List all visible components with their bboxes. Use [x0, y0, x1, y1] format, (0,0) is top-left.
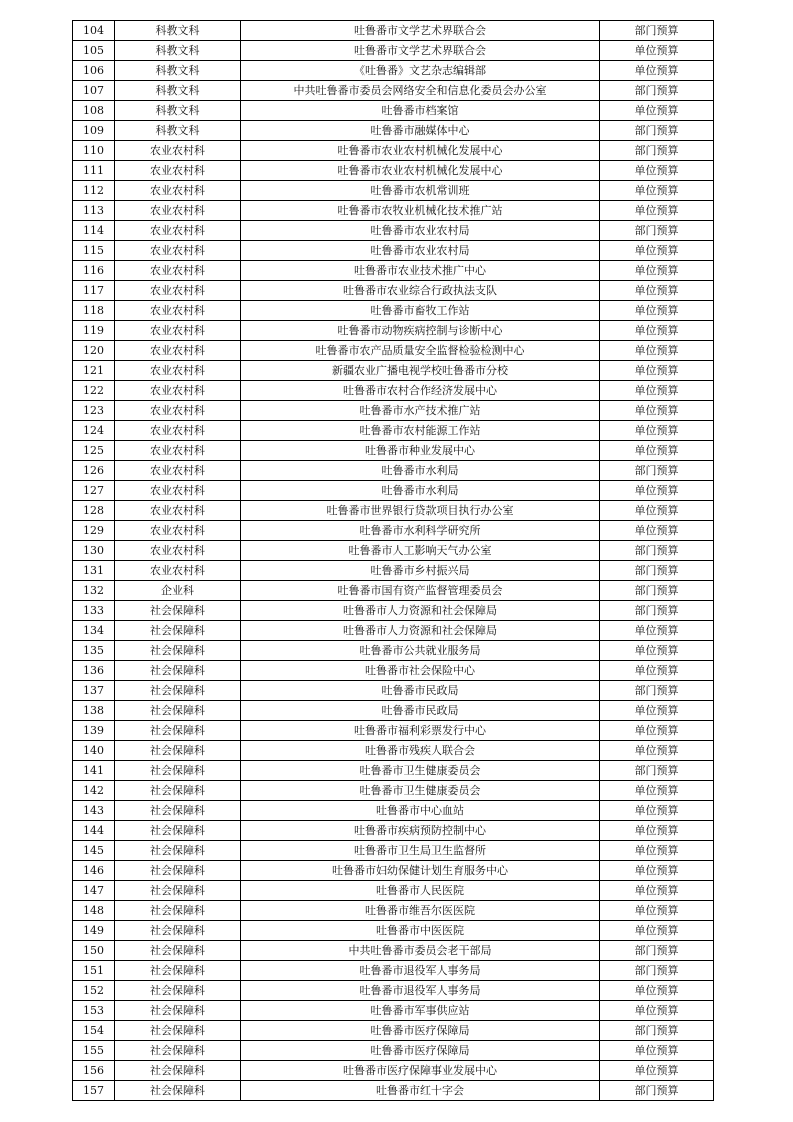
unit-name-cell: 吐鲁番市动物疾病控制与诊断中心 [241, 321, 600, 341]
unit-name-cell: 吐鲁番市世界银行贷款项目执行办公室 [241, 501, 600, 521]
unit-name-cell: 吐鲁番市退役军人事务局 [241, 961, 600, 981]
department-cell: 科教文科 [115, 61, 241, 81]
table-row [73, 161, 714, 181]
table-row [73, 101, 714, 121]
table-row [73, 701, 714, 721]
budget-type-cell: 部门预算 [600, 761, 714, 781]
row-number-cell: 118 [73, 301, 115, 321]
unit-name-cell: 吐鲁番市人力资源和社会保障局 [241, 621, 600, 641]
unit-name-cell: 吐鲁番市中医医院 [241, 921, 600, 941]
department-cell: 农业农村科 [115, 521, 241, 541]
budget-type-cell: 单位预算 [600, 421, 714, 441]
row-number-cell: 107 [73, 81, 115, 101]
unit-name-cell: 吐鲁番市农村能源工作站 [241, 421, 600, 441]
row-number-cell: 112 [73, 181, 115, 201]
table-row [73, 1001, 714, 1021]
table-row [73, 801, 714, 821]
table-row [73, 301, 714, 321]
department-cell: 社会保障科 [115, 641, 241, 661]
budget-type-cell: 单位预算 [600, 521, 714, 541]
department-cell: 农业农村科 [115, 341, 241, 361]
row-number-cell: 111 [73, 161, 115, 181]
department-cell: 农业农村科 [115, 141, 241, 161]
budget-type-cell: 部门预算 [600, 601, 714, 621]
row-number-cell: 136 [73, 661, 115, 681]
unit-name-cell: 吐鲁番市农产品质量安全监督检验检测中心 [241, 341, 600, 361]
unit-name-cell: 吐鲁番市残疾人联合会 [241, 741, 600, 761]
department-cell: 农业农村科 [115, 441, 241, 461]
row-number-cell: 120 [73, 341, 115, 361]
row-number-cell: 124 [73, 421, 115, 441]
row-number-cell: 123 [73, 401, 115, 421]
department-cell: 农业农村科 [115, 421, 241, 441]
unit-name-cell: 吐鲁番市医疗保障局 [241, 1041, 600, 1061]
budget-type-cell: 单位预算 [600, 481, 714, 501]
budget-type-cell: 部门预算 [600, 961, 714, 981]
department-cell: 社会保障科 [115, 981, 241, 1001]
unit-name-cell: 吐鲁番市水利科学研究所 [241, 521, 600, 541]
table-row [73, 201, 714, 221]
table-row [73, 821, 714, 841]
table-row [73, 521, 714, 541]
unit-name-cell: 吐鲁番市福利彩票发行中心 [241, 721, 600, 741]
table-row [73, 881, 714, 901]
unit-name-cell: 吐鲁番市红十字会 [241, 1081, 600, 1101]
row-number-cell: 133 [73, 601, 115, 621]
budget-type-cell: 部门预算 [600, 221, 714, 241]
unit-name-cell: 吐鲁番市农村合作经济发展中心 [241, 381, 600, 401]
row-number-cell: 115 [73, 241, 115, 261]
row-number-cell: 108 [73, 101, 115, 121]
unit-name-cell: 吐鲁番市农业农村局 [241, 221, 600, 241]
row-number-cell: 150 [73, 941, 115, 961]
unit-name-cell: 吐鲁番市农业技术推广中心 [241, 261, 600, 281]
budget-type-cell: 单位预算 [600, 861, 714, 881]
unit-name-cell: 新疆农业广播电视学校吐鲁番市分校 [241, 361, 600, 381]
row-number-cell: 134 [73, 621, 115, 641]
department-cell: 社会保障科 [115, 821, 241, 841]
table-row [73, 941, 714, 961]
unit-name-cell: 吐鲁番市农机常训班 [241, 181, 600, 201]
unit-name-cell: 吐鲁番市文学艺术界联合会 [241, 21, 600, 41]
row-number-cell: 129 [73, 521, 115, 541]
unit-name-cell: 《吐鲁番》文艺杂志编辑部 [241, 61, 600, 81]
budget-type-cell: 单位预算 [600, 1001, 714, 1021]
budget-type-cell: 单位预算 [600, 341, 714, 361]
budget-type-cell: 单位预算 [600, 441, 714, 461]
department-cell: 农业农村科 [115, 501, 241, 521]
table-row [73, 241, 714, 261]
table-row [73, 381, 714, 401]
table-row [73, 661, 714, 681]
budget-type-cell: 单位预算 [600, 41, 714, 61]
row-number-cell: 145 [73, 841, 115, 861]
budget-type-cell: 部门预算 [600, 461, 714, 481]
row-number-cell: 153 [73, 1001, 115, 1021]
unit-name-cell: 吐鲁番市公共就业服务局 [241, 641, 600, 661]
row-number-cell: 137 [73, 681, 115, 701]
table-body [73, 21, 714, 1101]
department-cell: 社会保障科 [115, 1001, 241, 1021]
table-row [73, 621, 714, 641]
unit-name-cell: 吐鲁番市农业农村机械化发展中心 [241, 141, 600, 161]
unit-name-cell: 吐鲁番市人力资源和社会保障局 [241, 601, 600, 621]
unit-name-cell: 吐鲁番市国有资产监督管理委员会 [241, 581, 600, 601]
row-number-cell: 144 [73, 821, 115, 841]
unit-name-cell: 吐鲁番市军事供应站 [241, 1001, 600, 1021]
table-row [73, 1041, 714, 1061]
table-row [73, 41, 714, 61]
budget-type-cell: 单位预算 [600, 881, 714, 901]
unit-name-cell: 吐鲁番市畜牧工作站 [241, 301, 600, 321]
unit-name-cell: 中共吐鲁番市委员会网络安全和信息化委员会办公室 [241, 81, 600, 101]
department-cell: 科教文科 [115, 121, 241, 141]
row-number-cell: 149 [73, 921, 115, 941]
budget-type-cell: 单位预算 [600, 741, 714, 761]
department-cell: 农业农村科 [115, 481, 241, 501]
department-cell: 社会保障科 [115, 621, 241, 641]
budget-type-cell: 单位预算 [600, 701, 714, 721]
unit-name-cell: 吐鲁番市农业农村机械化发展中心 [241, 161, 600, 181]
budget-type-cell: 部门预算 [600, 581, 714, 601]
table-row [73, 1061, 714, 1081]
budget-type-cell: 单位预算 [600, 281, 714, 301]
table-row [73, 841, 714, 861]
table-row [73, 741, 714, 761]
department-cell: 社会保障科 [115, 701, 241, 721]
table-row [73, 921, 714, 941]
row-number-cell: 139 [73, 721, 115, 741]
row-number-cell: 142 [73, 781, 115, 801]
unit-name-cell: 吐鲁番市乡村振兴局 [241, 561, 600, 581]
table-row [73, 1021, 714, 1041]
table-row [73, 361, 714, 381]
budget-type-cell: 单位预算 [600, 321, 714, 341]
department-cell: 社会保障科 [115, 961, 241, 981]
budget-type-cell: 单位预算 [600, 101, 714, 121]
row-number-cell: 128 [73, 501, 115, 521]
unit-name-cell: 吐鲁番市农业农村局 [241, 241, 600, 261]
department-cell: 社会保障科 [115, 841, 241, 861]
budget-type-cell: 部门预算 [600, 681, 714, 701]
row-number-cell: 105 [73, 41, 115, 61]
row-number-cell: 110 [73, 141, 115, 161]
row-number-cell: 143 [73, 801, 115, 821]
budget-type-cell: 单位预算 [600, 801, 714, 821]
table-row [73, 421, 714, 441]
table-row [73, 561, 714, 581]
department-cell: 农业农村科 [115, 321, 241, 341]
row-number-cell: 113 [73, 201, 115, 221]
department-cell: 农业农村科 [115, 541, 241, 561]
budget-type-cell: 单位预算 [600, 241, 714, 261]
row-number-cell: 131 [73, 561, 115, 581]
budget-type-cell: 部门预算 [600, 1021, 714, 1041]
budget-type-cell: 部门预算 [600, 941, 714, 961]
department-cell: 农业农村科 [115, 401, 241, 421]
unit-name-cell: 吐鲁番市医疗保障局 [241, 1021, 600, 1041]
department-cell: 农业农村科 [115, 281, 241, 301]
department-cell: 社会保障科 [115, 601, 241, 621]
department-cell: 科教文科 [115, 81, 241, 101]
table-row [73, 901, 714, 921]
budget-type-cell: 单位预算 [600, 1061, 714, 1081]
department-cell: 社会保障科 [115, 941, 241, 961]
unit-name-cell: 吐鲁番市卫生健康委员会 [241, 761, 600, 781]
row-number-cell: 148 [73, 901, 115, 921]
department-cell: 社会保障科 [115, 741, 241, 761]
row-number-cell: 157 [73, 1081, 115, 1101]
department-cell: 农业农村科 [115, 301, 241, 321]
row-number-cell: 146 [73, 861, 115, 881]
table-row [73, 401, 714, 421]
unit-name-cell: 吐鲁番市退役军人事务局 [241, 981, 600, 1001]
department-cell: 科教文科 [115, 21, 241, 41]
table-row [73, 461, 714, 481]
unit-name-cell: 吐鲁番市社会保险中心 [241, 661, 600, 681]
department-cell: 农业农村科 [115, 361, 241, 381]
table-row [73, 501, 714, 521]
table-row [73, 1081, 714, 1101]
table-row [73, 721, 714, 741]
budget-type-cell: 单位预算 [600, 781, 714, 801]
department-cell: 科教文科 [115, 101, 241, 121]
budget-type-cell: 部门预算 [600, 81, 714, 101]
unit-name-cell: 吐鲁番市疾病预防控制中心 [241, 821, 600, 841]
budget-type-cell: 单位预算 [600, 201, 714, 221]
unit-name-cell: 吐鲁番市妇幼保健计划生育服务中心 [241, 861, 600, 881]
budget-type-cell: 单位预算 [600, 401, 714, 421]
table-row [73, 81, 714, 101]
unit-name-cell: 吐鲁番市医疗保障事业发展中心 [241, 1061, 600, 1081]
table-row [73, 601, 714, 621]
table-row [73, 481, 714, 501]
row-number-cell: 125 [73, 441, 115, 461]
table-row [73, 21, 714, 41]
unit-name-cell: 吐鲁番市农业综合行政执法支队 [241, 281, 600, 301]
budget-type-cell: 单位预算 [600, 981, 714, 1001]
department-cell: 社会保障科 [115, 1041, 241, 1061]
unit-name-cell: 吐鲁番市人工影响天气办公室 [241, 541, 600, 561]
unit-name-cell: 吐鲁番市卫生健康委员会 [241, 781, 600, 801]
row-number-cell: 106 [73, 61, 115, 81]
unit-name-cell: 吐鲁番市水利局 [241, 461, 600, 481]
unit-name-cell: 吐鲁番市水产技术推广站 [241, 401, 600, 421]
budget-type-cell: 单位预算 [600, 381, 714, 401]
budget-type-cell: 部门预算 [600, 1081, 714, 1101]
department-cell: 农业农村科 [115, 161, 241, 181]
department-cell: 社会保障科 [115, 721, 241, 741]
unit-name-cell: 吐鲁番市种业发展中心 [241, 441, 600, 461]
department-cell: 农业农村科 [115, 461, 241, 481]
department-cell: 社会保障科 [115, 781, 241, 801]
department-cell: 社会保障科 [115, 861, 241, 881]
row-number-cell: 141 [73, 761, 115, 781]
table-row [73, 961, 714, 981]
budget-type-cell: 部门预算 [600, 121, 714, 141]
unit-name-cell: 吐鲁番市文学艺术界联合会 [241, 41, 600, 61]
row-number-cell: 135 [73, 641, 115, 661]
row-number-cell: 152 [73, 981, 115, 1001]
unit-name-cell: 吐鲁番市水利局 [241, 481, 600, 501]
row-number-cell: 104 [73, 21, 115, 41]
budget-type-cell: 部门预算 [600, 561, 714, 581]
budget-type-cell: 单位预算 [600, 921, 714, 941]
row-number-cell: 154 [73, 1021, 115, 1041]
table-row [73, 581, 714, 601]
unit-name-cell: 吐鲁番市民政局 [241, 681, 600, 701]
row-number-cell: 151 [73, 961, 115, 981]
row-number-cell: 155 [73, 1041, 115, 1061]
department-cell: 社会保障科 [115, 1021, 241, 1041]
department-cell: 社会保障科 [115, 801, 241, 821]
department-cell: 农业农村科 [115, 181, 241, 201]
table-row [73, 541, 714, 561]
budget-type-cell: 单位预算 [600, 61, 714, 81]
table-row [73, 761, 714, 781]
department-cell: 社会保障科 [115, 1081, 241, 1101]
table-row [73, 221, 714, 241]
department-cell: 农业农村科 [115, 241, 241, 261]
department-cell: 农业农村科 [115, 561, 241, 581]
department-cell: 农业农村科 [115, 221, 241, 241]
table-row [73, 141, 714, 161]
table-row [73, 641, 714, 661]
budget-type-cell: 单位预算 [600, 181, 714, 201]
unit-name-cell: 吐鲁番市维吾尔医医院 [241, 901, 600, 921]
unit-name-cell: 吐鲁番市人民医院 [241, 881, 600, 901]
row-number-cell: 114 [73, 221, 115, 241]
table-row [73, 121, 714, 141]
row-number-cell: 117 [73, 281, 115, 301]
department-cell: 农业农村科 [115, 381, 241, 401]
budget-type-cell: 部门预算 [600, 141, 714, 161]
table-row [73, 981, 714, 1001]
department-cell: 社会保障科 [115, 661, 241, 681]
row-number-cell: 127 [73, 481, 115, 501]
budget-type-cell: 单位预算 [600, 1041, 714, 1061]
department-cell: 科教文科 [115, 41, 241, 61]
unit-name-cell: 吐鲁番市档案馆 [241, 101, 600, 121]
table-row [73, 321, 714, 341]
table-row [73, 681, 714, 701]
unit-name-cell: 吐鲁番市融媒体中心 [241, 121, 600, 141]
table-row [73, 261, 714, 281]
table-row [73, 861, 714, 881]
department-cell: 社会保障科 [115, 881, 241, 901]
budget-type-cell: 部门预算 [600, 541, 714, 561]
department-cell: 企业科 [115, 581, 241, 601]
row-number-cell: 116 [73, 261, 115, 281]
table-row [73, 281, 714, 301]
budget-type-cell: 单位预算 [600, 621, 714, 641]
table-row [73, 781, 714, 801]
budget-type-cell: 单位预算 [600, 821, 714, 841]
budget-type-cell: 单位预算 [600, 301, 714, 321]
budget-type-cell: 单位预算 [600, 161, 714, 181]
budget-type-cell: 单位预算 [600, 261, 714, 281]
row-number-cell: 147 [73, 881, 115, 901]
row-number-cell: 130 [73, 541, 115, 561]
table-row [73, 341, 714, 361]
unit-name-cell: 中共吐鲁番市委员会老干部局 [241, 941, 600, 961]
budget-type-cell: 单位预算 [600, 361, 714, 381]
budget-unit-table [72, 20, 714, 1101]
row-number-cell: 121 [73, 361, 115, 381]
row-number-cell: 156 [73, 1061, 115, 1081]
row-number-cell: 119 [73, 321, 115, 341]
table-row [73, 61, 714, 81]
department-cell: 社会保障科 [115, 901, 241, 921]
row-number-cell: 122 [73, 381, 115, 401]
budget-type-cell: 单位预算 [600, 661, 714, 681]
table-row [73, 181, 714, 201]
row-number-cell: 109 [73, 121, 115, 141]
budget-type-cell: 单位预算 [600, 641, 714, 661]
table-row [73, 441, 714, 461]
budget-type-cell: 单位预算 [600, 841, 714, 861]
department-cell: 社会保障科 [115, 681, 241, 701]
department-cell: 社会保障科 [115, 1061, 241, 1081]
row-number-cell: 132 [73, 581, 115, 601]
department-cell: 社会保障科 [115, 921, 241, 941]
budget-type-cell: 单位预算 [600, 501, 714, 521]
department-cell: 农业农村科 [115, 201, 241, 221]
unit-name-cell: 吐鲁番市农牧业机械化技术推广站 [241, 201, 600, 221]
unit-name-cell: 吐鲁番市卫生局卫生监督所 [241, 841, 600, 861]
budget-type-cell: 单位预算 [600, 721, 714, 741]
row-number-cell: 126 [73, 461, 115, 481]
row-number-cell: 140 [73, 741, 115, 761]
unit-name-cell: 吐鲁番市中心血站 [241, 801, 600, 821]
row-number-cell: 138 [73, 701, 115, 721]
unit-name-cell: 吐鲁番市民政局 [241, 701, 600, 721]
department-cell: 农业农村科 [115, 261, 241, 281]
budget-type-cell: 单位预算 [600, 901, 714, 921]
department-cell: 社会保障科 [115, 761, 241, 781]
budget-type-cell: 部门预算 [600, 21, 714, 41]
